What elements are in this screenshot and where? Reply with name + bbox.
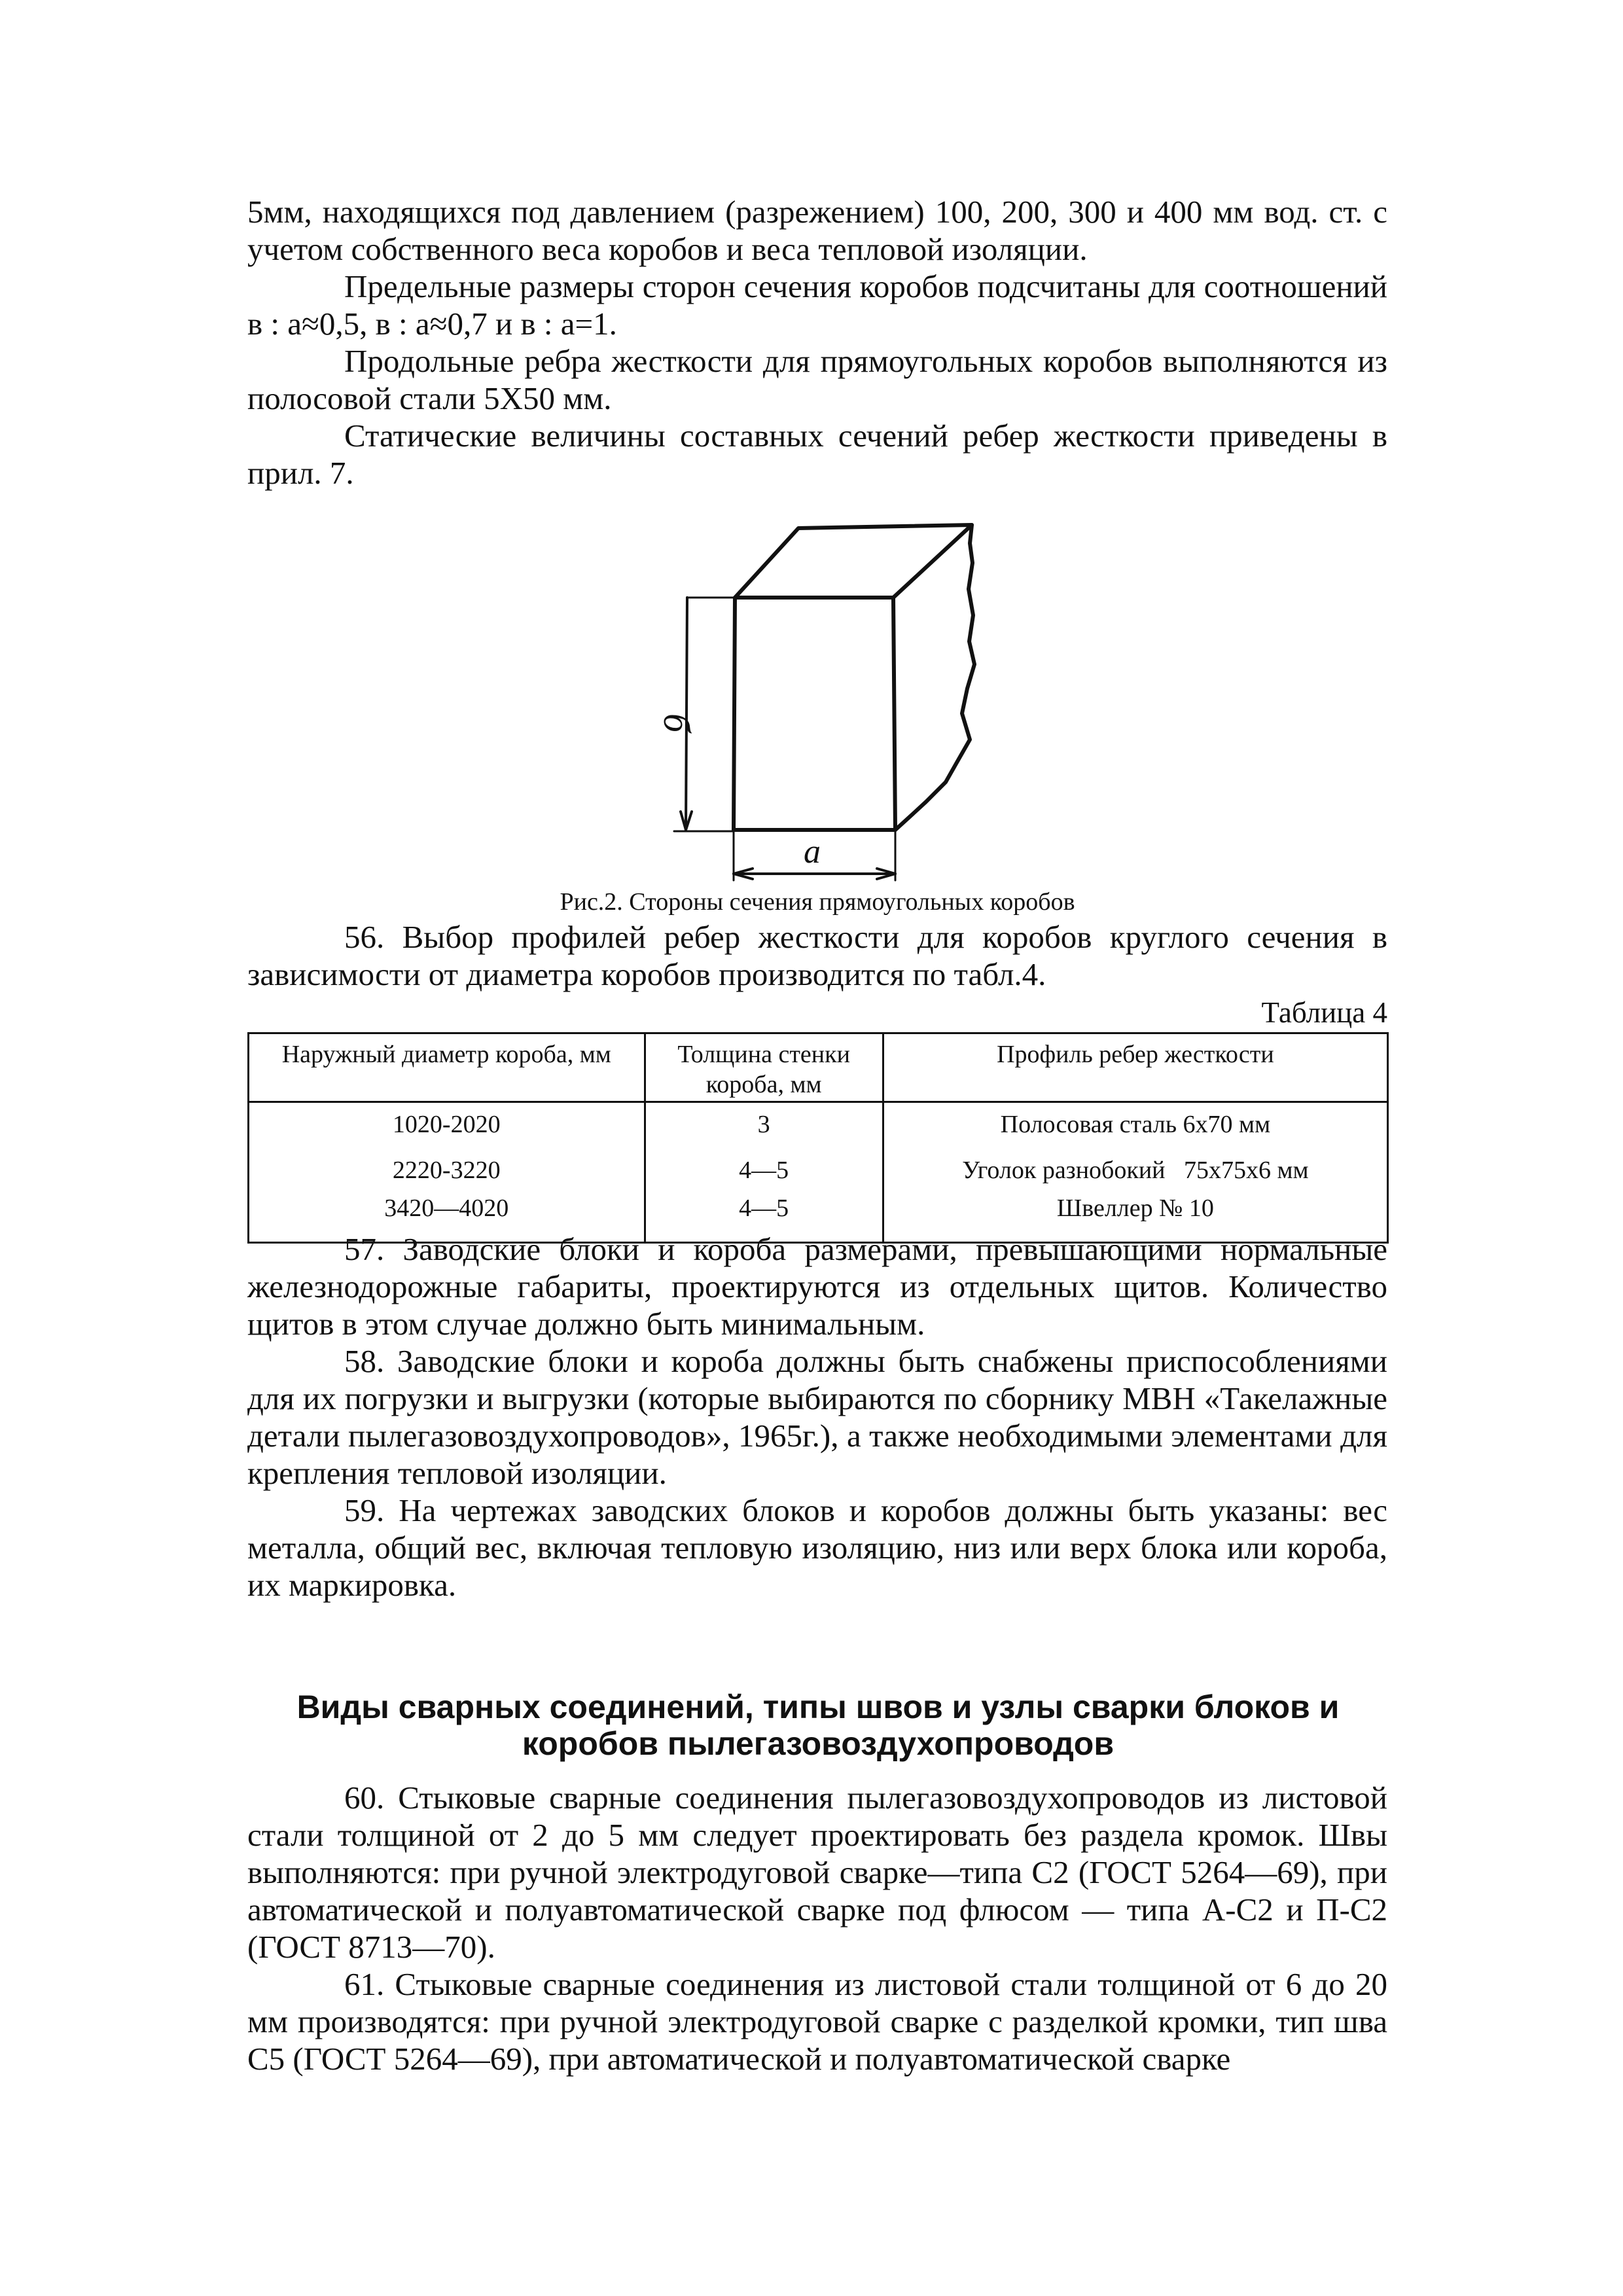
cell-diameter: 2220-3220 bbox=[249, 1150, 645, 1191]
paragraph-57: 57. Заводские блоки и короба размерами, превышающими нормальные железнодорожные габариты, проектируются из отдельных щитов. Количество щитов в этом случае должно быть минимальным. bbox=[247, 1231, 1387, 1342]
cell-profile: Швеллер № 10 bbox=[883, 1191, 1387, 1243]
paragraph-60: 60. Стыковые сварные соединения пылегазовоздухопроводов из листовой стали толщиной от 2 до 5 мм следует проектировать без раздела кромок. Швы выполняются: при ручной электродуговой сварке—типа С2 (ГОСТ 5264—69), при автоматической и полуавтоматической сварке под флюсом — типа А-С2 и П-С2 (ГОСТ 8713—70). bbox=[247, 1780, 1387, 1965]
table-label: Таблица 4 bbox=[1261, 996, 1387, 1029]
paragraph-56-block bbox=[247, 918, 1387, 993]
paragraph-stiffening-ribs: Продольные ребра жесткости для прямоугольных коробов выполняются из полосовой стали 5Х50 мм. bbox=[247, 343, 1387, 416]
cell-thickness: 4—5 bbox=[645, 1150, 883, 1191]
paragraph-56: 56. Выбор профилей ребер жесткости для коробов круглого сечения в зависимости от диаметра коробов производится по табл.4. bbox=[247, 919, 1387, 992]
box-front-face bbox=[734, 598, 895, 830]
paragraph-continuation: 5мм, находящихся под давлением (разрежением) 100, 200, 300 и 400 мм вод. ст. с учетом собственного веса коробов и веса тепловой изоляции. bbox=[247, 194, 1387, 267]
box-section-figure bbox=[654, 517, 1021, 884]
box-top-face bbox=[735, 525, 972, 598]
bottom-text-block bbox=[247, 1779, 1387, 2077]
table-header-row bbox=[249, 1033, 1388, 1102]
cell-profile: Полосовая сталь 6х70 мм bbox=[883, 1102, 1387, 1151]
label-b: б bbox=[656, 713, 698, 733]
section-heading: Виды сварных соединений, типы швов и узлы сварки блоков и коробов пылегазовоздухопроводов bbox=[296, 1689, 1340, 1762]
paragraph-limit-sizes: Предельные размеры сторон сечения коробов подсчитаны для соотношений в : а≈0,5, в : а≈0,7 и в : а=1. bbox=[247, 268, 1387, 342]
box-side-face bbox=[895, 525, 974, 830]
header-rib-profile: Профиль ребер жесткости bbox=[883, 1033, 1387, 1102]
top-text-block bbox=[247, 193, 1387, 492]
middle-text-block bbox=[247, 1230, 1387, 1604]
cell-thickness: 3 bbox=[645, 1102, 883, 1151]
paragraph-59: 59. На чертежах заводских блоков и коробов должны быть указаны: вес металла, общий вес, включая тепловую изоляцию, низ или верх блока или короба, их маркировка. bbox=[247, 1492, 1387, 1603]
cell-thickness: 4—5 bbox=[645, 1191, 883, 1243]
cell-profile: Уголок разнобокий 75х75х6 мм bbox=[883, 1150, 1387, 1191]
cell-diameter: 3420—4020 bbox=[249, 1191, 645, 1243]
paragraph-static-values: Статические величины составных сечений ребер жесткости приведены в прил. 7. bbox=[247, 418, 1387, 491]
header-outer-diameter: Наружный диаметр короба, мм bbox=[249, 1033, 645, 1102]
table-row bbox=[249, 1102, 1388, 1151]
header-wall-thickness: Толщина стенки короба, мм bbox=[645, 1033, 883, 1102]
paragraph-58: 58. Заводские блоки и короба должны быть снабжены приспособлениями для их погрузки и выгрузки (которые выбираются по сборнику МВН «Такелажные детали пылегазовоздухопроводов», 1965г.), а также необходимыми элементами для крепления тепловой изоляции. bbox=[247, 1343, 1387, 1491]
figure-caption: Рис.2. Стороны сечения прямоугольных коробов bbox=[560, 888, 1075, 916]
paragraph-61: 61. Стыковые сварные соединения из листовой стали толщиной от 6 до 20 мм производятся: при ручной электродуговой сварке с разделкой кромки, тип шва С5 (ГОСТ 5264—69), при автоматической и полуавтоматической сварке bbox=[247, 1966, 1387, 2077]
table-row bbox=[249, 1150, 1388, 1191]
label-a: а bbox=[804, 833, 821, 870]
cell-diameter: 1020-2020 bbox=[249, 1102, 645, 1151]
stiffener-profile-table bbox=[247, 1032, 1389, 1244]
